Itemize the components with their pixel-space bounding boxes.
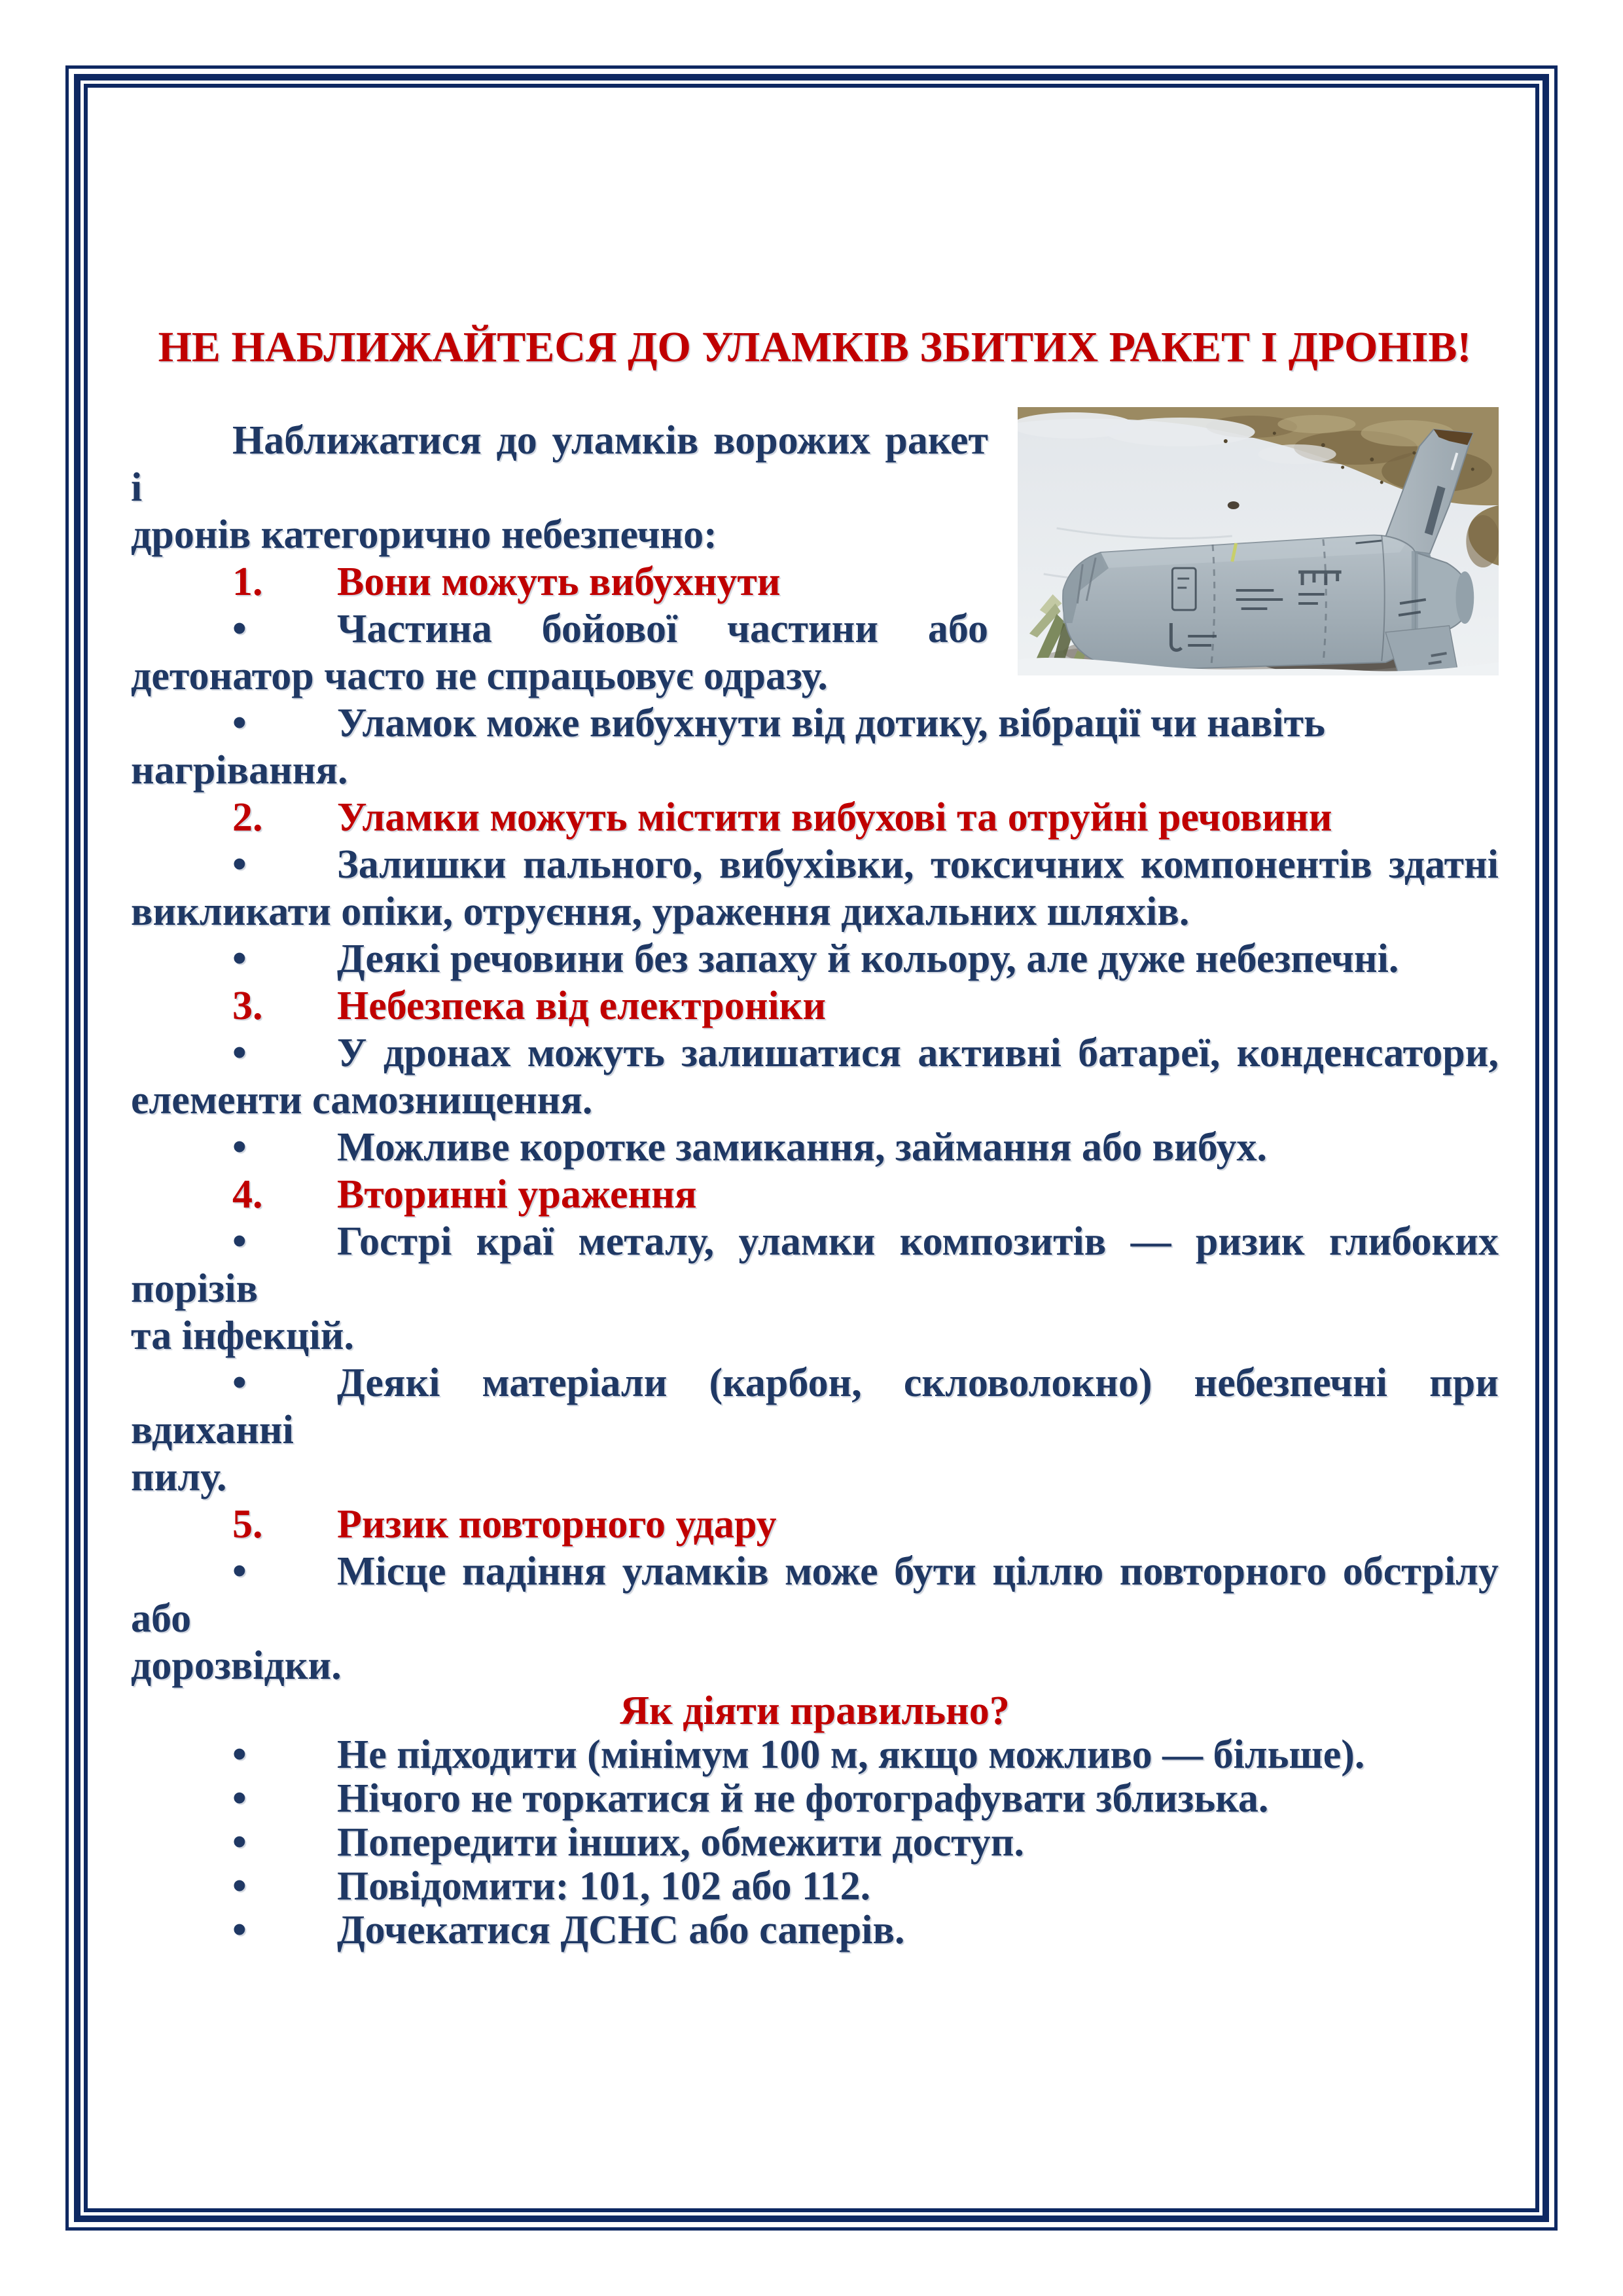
- list-item: [131, 1821, 1499, 1865]
- list-item: [131, 841, 1499, 888]
- intro-line-2: дронів категорично небезпечно:: [131, 512, 717, 557]
- page-title: НЕ НАБЛИЖАЙТЕСЯ ДО УЛАМКІВ ЗБИТИХ РАКЕТ І ДРОНІВ!: [158, 323, 1472, 371]
- list-item: [131, 700, 1499, 794]
- list-item: [131, 1359, 1499, 1454]
- section-5-title: Ризик повторного удару: [337, 1502, 777, 1547]
- bullet-icon: •: [232, 1820, 247, 1865]
- list-item-text: Деякі матеріали (карбон, скловолокно) небезпечні при вдиханні: [131, 1361, 1499, 1452]
- list-item-text: Попередити інших, обмежити доступ.: [337, 1820, 1025, 1865]
- list-item: [131, 1865, 1499, 1909]
- bullet-icon: •: [232, 1219, 247, 1264]
- wreckage-body: [1063, 535, 1474, 674]
- section-1-title: Вони можуть вибухнути: [337, 560, 781, 604]
- document-body: [131, 90, 1499, 1952]
- list-item-text: Місце падіння уламків може бути ціллю повторного обстрілу або: [131, 1549, 1499, 1641]
- list-item: [131, 1909, 1499, 1952]
- section-1-number: 1.: [232, 560, 263, 604]
- section-3-title: Небезпека від електроніки: [337, 984, 827, 1028]
- action-heading: Як діяти правильно?: [620, 1689, 1010, 1733]
- bullet-icon: •: [232, 1549, 247, 1594]
- bullet-icon: •: [232, 1776, 247, 1821]
- section-4-title: Вторинні ураження: [337, 1172, 697, 1217]
- list-item-continuation: детонатор часто не спрацьовує одразу.: [131, 654, 828, 698]
- list-item-continuation: елементи самознищення.: [131, 1078, 593, 1122]
- bullet-icon: •: [232, 1031, 247, 1075]
- list-item-text: Гострі краї металу, уламки композитів — ризик глибоких порізів: [131, 1219, 1499, 1311]
- wreckage-photo: [1018, 407, 1499, 675]
- section-2: [131, 794, 1499, 982]
- section-3-number: 3.: [232, 984, 263, 1028]
- section-2-heading: [131, 794, 1499, 841]
- list-item-continuation: та інфекцій.: [131, 1314, 354, 1358]
- list-item-text: Повідомити: 101, 102 або 112.: [337, 1864, 871, 1909]
- section-2-title: Уламки можуть містити вибухові та отруйні речовини: [337, 795, 1332, 840]
- list-item: [131, 1218, 1499, 1312]
- list-item-text: Нічого не торкатися й не фотографувати зблизька.: [337, 1776, 1269, 1821]
- section-3-heading: [131, 982, 1499, 1030]
- list-item: [131, 1030, 1499, 1077]
- list-item-text: Залишки пального, вибухівки, токсичних компонентів здатні: [337, 842, 1499, 887]
- section-3: [131, 982, 1499, 1171]
- list-item-text: Деякі речовини без запаху й кольору, але дуже небезпечні.: [337, 937, 1399, 981]
- list-item-text: Не підходити (мінімум 100 м, якщо можливо — більше).: [337, 1732, 1365, 1777]
- section-4: [131, 1171, 1499, 1501]
- section-5: [131, 1501, 1499, 1689]
- dark-debris-spot: [1228, 501, 1240, 509]
- list-item: [131, 1733, 1499, 1777]
- intro-line-1: Наближатися до уламків ворожих ракет і: [131, 418, 988, 510]
- list-item-continuation: пилу.: [131, 1455, 227, 1499]
- list-item-text: Частина бойової частини або: [337, 607, 988, 651]
- list-item-text: У дронах можуть залишатися активні батареї, конденсатори,: [337, 1031, 1499, 1075]
- bullet-icon: •: [232, 701, 247, 745]
- wreckage-photo-illustration: [1018, 407, 1499, 675]
- section-4-number: 4.: [232, 1172, 263, 1217]
- bullet-icon: •: [232, 937, 247, 981]
- action-block: [131, 1689, 1499, 1952]
- bullet-icon: •: [232, 607, 247, 651]
- bullet-icon: •: [232, 1361, 247, 1405]
- list-item: [131, 1777, 1499, 1821]
- bullet-icon: •: [232, 1908, 247, 1952]
- bullet-icon: •: [232, 1125, 247, 1170]
- list-item: [131, 1548, 1499, 1642]
- section-5-number: 5.: [232, 1502, 263, 1547]
- list-item-continuation: викликати опіки, отруєння, ураження дихальних шляхів.: [131, 889, 1190, 934]
- list-item-text: Можливе коротке замикання, займання або вибух.: [337, 1125, 1267, 1170]
- list-item: [131, 1124, 1499, 1171]
- bullet-icon: •: [232, 1864, 247, 1909]
- bullet-icon: •: [232, 842, 247, 887]
- bullet-icon: •: [232, 1732, 247, 1777]
- list-item: [131, 935, 1499, 982]
- list-item-text: Уламок може вибухнути від дотику, вібрації чи навіть нагрівання.: [131, 701, 1325, 793]
- section-4-heading: [131, 1171, 1499, 1218]
- section-2-number: 2.: [232, 795, 263, 840]
- section-5-heading: [131, 1501, 1499, 1548]
- list-item-text: Дочекатися ДСНС або саперів.: [337, 1908, 905, 1952]
- list-item-continuation: дорозвідки.: [131, 1643, 342, 1688]
